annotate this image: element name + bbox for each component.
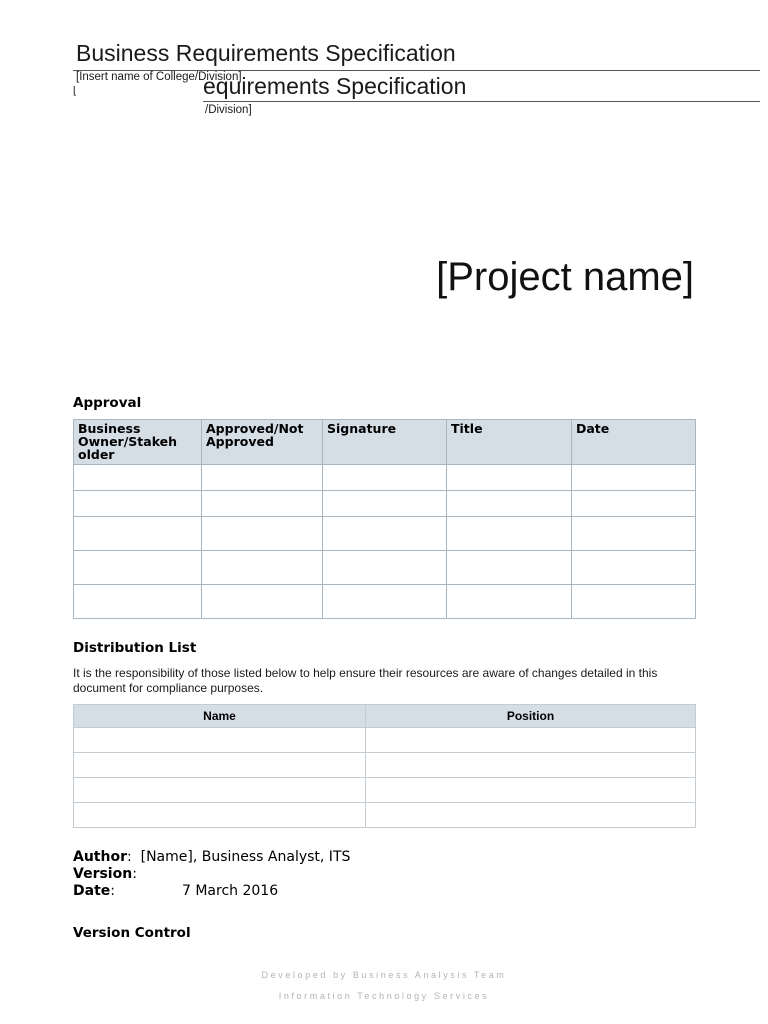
table-cell[interactable] [323, 551, 447, 585]
table-cell[interactable] [74, 585, 202, 619]
table-cell[interactable] [366, 728, 696, 753]
table-cell[interactable] [74, 778, 366, 803]
header-ghost-subtitle: /Division] [205, 104, 252, 116]
table-cell[interactable] [366, 753, 696, 778]
approval-table [73, 419, 696, 619]
author-value: [Name], Business Analyst, ITS [140, 849, 351, 865]
college-division-placeholder: [Insert name of College/Division] [76, 71, 242, 83]
table-row [74, 551, 696, 585]
table-cell[interactable] [323, 491, 447, 517]
approval-col-status: Approved/Not Approved [202, 420, 323, 465]
date-value: 7 March 2016 [182, 883, 279, 899]
table-cell[interactable] [202, 491, 323, 517]
table-cell[interactable] [323, 585, 447, 619]
approval-header-row [74, 420, 696, 465]
table-cell[interactable] [202, 465, 323, 491]
table-cell[interactable] [202, 551, 323, 585]
version-line: Version: [73, 866, 137, 882]
distribution-header-row [74, 705, 696, 728]
table-row [74, 778, 696, 803]
table-row [74, 585, 696, 619]
table-cell[interactable] [447, 585, 572, 619]
table-cell[interactable] [74, 803, 366, 828]
table-cell[interactable] [572, 551, 696, 585]
footer-team: Developed by Business Analysis Team [261, 970, 507, 980]
table-cell[interactable] [323, 517, 447, 551]
author-label: Author [73, 849, 127, 865]
table-cell[interactable] [447, 491, 572, 517]
header-ghost-left: [ [73, 86, 203, 120]
distribution-table [73, 704, 696, 828]
table-cell[interactable] [323, 465, 447, 491]
table-cell[interactable] [366, 803, 696, 828]
project-name: [Project name] [436, 255, 694, 299]
table-cell[interactable] [74, 551, 202, 585]
version-control-heading: Version Control [73, 925, 191, 941]
distribution-col-name: Name [74, 705, 366, 728]
approval-col-title: Title [447, 420, 572, 465]
approval-col-signature: Signature [323, 420, 447, 465]
table-cell[interactable] [366, 778, 696, 803]
approval-col-date: Date [572, 420, 696, 465]
table-row [74, 491, 696, 517]
table-row [74, 803, 696, 828]
table-cell[interactable] [447, 551, 572, 585]
author-line: Author: [Name], Business Analyst, ITS [73, 849, 351, 865]
table-cell[interactable] [572, 491, 696, 517]
table-cell[interactable] [74, 465, 202, 491]
table-cell[interactable] [202, 585, 323, 619]
distribution-col-position: Position [366, 705, 696, 728]
header-ghost-rule [203, 101, 760, 102]
table-cell[interactable] [572, 585, 696, 619]
table-cell[interactable] [572, 465, 696, 491]
footer-department: Information Technology Services [278, 991, 490, 1001]
table-cell[interactable] [447, 517, 572, 551]
table-row [74, 517, 696, 551]
table-row [74, 728, 696, 753]
table-row [74, 465, 696, 491]
table-cell[interactable] [74, 491, 202, 517]
table-cell[interactable] [572, 517, 696, 551]
date-line: Date: [73, 883, 115, 899]
distribution-description: It is the responsibility of those listed below to help ensure their resources are aware of changes detailed in this document for compliance purposes. [73, 666, 658, 695]
table-cell[interactable] [74, 728, 366, 753]
table-row [74, 753, 696, 778]
approval-heading: Approval [73, 395, 142, 411]
table-cell[interactable] [447, 465, 572, 491]
header-ghost-title: equirements Specification [203, 73, 467, 99]
table-cell[interactable] [202, 517, 323, 551]
distribution-heading: Distribution List [73, 640, 197, 656]
date-label: Date [73, 883, 111, 899]
approval-col-owner: Business Owner/Stakeh older [74, 420, 202, 465]
table-cell[interactable] [74, 517, 202, 551]
version-label: Version [73, 866, 133, 882]
header-rule [73, 70, 760, 71]
document-title: Business Requirements Specification [76, 40, 456, 66]
table-cell[interactable] [74, 753, 366, 778]
